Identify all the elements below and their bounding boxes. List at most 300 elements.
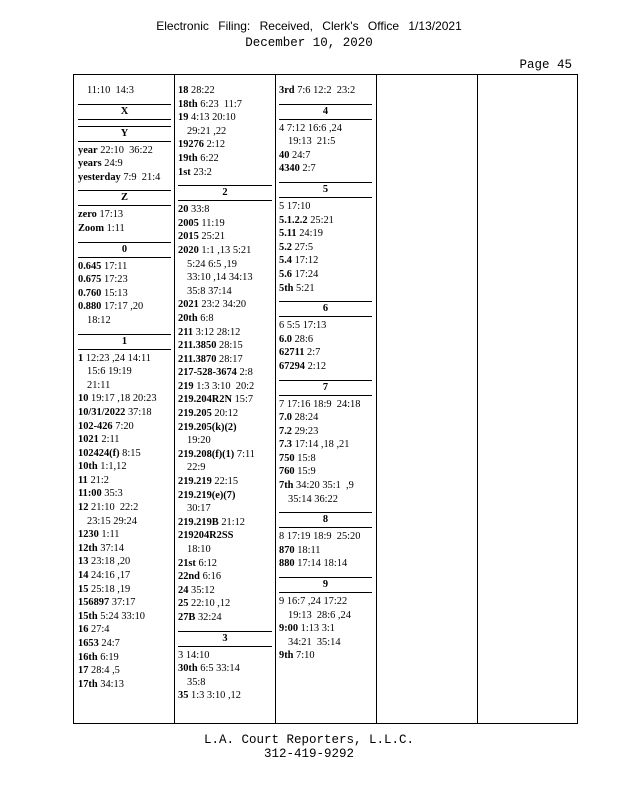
index-entry [78, 474, 171, 488]
page-line-refs: 24:19 [299, 228, 323, 240]
page-line-refs: 14:10 [185, 649, 210, 661]
page-line-refs: 7:9 21:4 [123, 171, 161, 183]
index-entry [78, 460, 171, 474]
page-line-refs: 15:9 [297, 466, 316, 478]
index-entry [279, 649, 372, 663]
section-letter: 7 [279, 380, 372, 396]
page-line-refs: 25:21 [310, 214, 334, 226]
page-line-refs: 21:10 22:2 [91, 502, 139, 514]
index-word: 14 [78, 570, 89, 582]
index-entry [279, 609, 372, 623]
section-letter: 3 [178, 631, 272, 647]
page-line-refs: 24:16 ,17 [91, 570, 131, 582]
page-line-refs: 2:7 [307, 347, 321, 359]
index-entry [78, 542, 171, 556]
page-line-refs: 33:8 [191, 204, 210, 216]
index-word: yesterday [78, 171, 121, 183]
index-entry [178, 543, 272, 557]
page-line-refs: 17:10 [286, 200, 311, 212]
index-word: 5.6 [279, 268, 292, 280]
page-line-refs: 6:23 11:7 [200, 98, 243, 110]
index-word: 219204R2SS [178, 530, 234, 542]
index-entry [178, 271, 272, 285]
index-word: 0.760 [78, 287, 102, 299]
column-divider [376, 74, 377, 724]
index-entry [279, 544, 372, 558]
index-entry [178, 339, 272, 353]
index-word: 2020 [178, 244, 199, 256]
index-entry [78, 392, 171, 406]
index-entry [78, 314, 171, 328]
index-word: year [78, 144, 98, 156]
page-line-refs: 35:14 36:22 [288, 493, 338, 505]
page-line-refs: 37:18 [127, 406, 152, 418]
index-word: 17th [78, 678, 98, 690]
index-word: 219.205 [178, 408, 212, 420]
page-line-refs: 7:6 12:2 23:2 [297, 85, 356, 96]
page-line-refs: 7:11 [236, 448, 255, 460]
index-word: 8 [279, 531, 285, 543]
page-line-refs: 1:3 3:10 ,12 [191, 690, 241, 702]
index-entry [178, 529, 272, 543]
index-word: 10 [78, 393, 89, 405]
index-entry [279, 360, 372, 374]
page-line-refs: 28:17 [219, 353, 243, 365]
index-word: 760 [279, 466, 295, 478]
page-line-refs: 17:14 ,18 ,21 [294, 439, 350, 451]
index-entry [279, 465, 372, 479]
page-line-refs: 17:23 [104, 274, 128, 286]
index-word: 211 [178, 326, 194, 338]
page-line-refs: 29:21 ,22 [187, 125, 227, 137]
index-word: 102-426 [78, 420, 113, 432]
index-word: 16 [78, 624, 89, 636]
index-entry [279, 398, 372, 412]
index-word: 750 [279, 452, 295, 464]
index-word: 4 [279, 122, 285, 134]
page-line-refs: 5:24 33:10 [100, 610, 145, 622]
index-entry [78, 352, 171, 366]
index-word: 35 [178, 690, 189, 702]
index-word: 219.208(f)(1) [178, 448, 235, 460]
page-line-refs: 29:23 [294, 425, 319, 437]
index-entry [78, 208, 171, 222]
index-entry [279, 636, 372, 650]
index-entry [178, 230, 272, 244]
index-word: 6 [279, 320, 285, 332]
index-word: 102424(f) [78, 447, 120, 459]
section-letter: X [78, 104, 171, 120]
index-word: 7 [279, 398, 285, 410]
page-line-refs: 35:12 [191, 584, 215, 596]
index-entry [279, 214, 372, 228]
index-entry [279, 241, 372, 255]
index-word: 20 [178, 204, 189, 216]
index-word: 10/31/2022 [78, 406, 126, 418]
page-line-refs: 22:10 ,12 [191, 598, 231, 610]
index-word: 19 [178, 112, 189, 124]
page-line-refs: 17:19 18:9 25:20 [286, 531, 361, 543]
page-line-refs: 6:12 [198, 557, 217, 569]
index-entry [178, 166, 272, 180]
page-line-refs: 16:7 ,24 17:22 [286, 596, 348, 608]
page-line-refs: 3:12 28:12 [195, 326, 241, 338]
page-line-refs: 28:24 [294, 412, 319, 424]
index-word: zero [78, 209, 97, 221]
index-entry [279, 162, 372, 176]
index-entry [78, 555, 171, 569]
index-word: 1653 [78, 638, 99, 649]
page-line-refs: 23:15 29:24 [87, 515, 137, 527]
index-word: 7.3 [279, 439, 292, 451]
page-line-refs: 6:22 [200, 152, 219, 164]
index-entry [78, 583, 171, 597]
column-divider [275, 74, 276, 724]
index-entry [78, 144, 171, 158]
index-word: Zoom [78, 222, 104, 234]
index-entry [78, 596, 171, 610]
index-entry [178, 516, 272, 530]
index-entry [178, 98, 272, 112]
index-entry [178, 676, 272, 690]
index-entry [279, 149, 372, 163]
index-entry [78, 501, 171, 515]
index-entry [279, 254, 372, 268]
index-word: 0.645 [78, 260, 102, 272]
index-entry [279, 530, 372, 544]
index-word: 1230 [78, 529, 99, 541]
section-letter: 0 [78, 242, 171, 258]
page-line-refs: 35:3 [104, 488, 123, 500]
page-line-refs: 21:11 [87, 379, 111, 391]
index-word: 156897 [78, 597, 110, 609]
index-word: 870 [279, 544, 295, 556]
index-word: 40 [279, 149, 290, 161]
index-entry [78, 287, 171, 301]
reporter-name: L.A. Court Reporters, L.L.C. [203, 733, 415, 747]
page-line-refs: 23:18 ,20 [91, 556, 131, 568]
index-entry [78, 623, 171, 637]
page-line-refs: 18:11 [297, 544, 321, 556]
page-line-refs: 24:7 [292, 149, 311, 161]
page-line-refs: 21:12 [221, 516, 245, 528]
section-letter: 1 [78, 334, 171, 350]
index-word: 7.0 [279, 412, 292, 424]
page-line-refs: 17:13 [99, 209, 124, 221]
section-letter: 8 [279, 512, 372, 528]
index-entry [178, 298, 272, 312]
index-entry [78, 365, 171, 379]
index-entry [178, 353, 272, 367]
index-entry [279, 227, 372, 241]
page-line-refs: 2:8 [239, 367, 253, 379]
page-line-refs: 33:10 ,14 34:13 [187, 272, 253, 284]
index-word: 219.204R2N [178, 394, 232, 406]
page-line-refs: 28:6 [294, 333, 314, 345]
index-entry [279, 452, 372, 466]
index-entry [78, 420, 171, 434]
index-entry [78, 569, 171, 583]
index-word: 25 [178, 598, 189, 610]
page-line-refs: 35:8 37:14 [187, 285, 232, 297]
index-entry [279, 200, 372, 214]
index-entry [78, 84, 171, 98]
index-entry [279, 122, 372, 136]
index-word: 15th [78, 610, 98, 622]
index-entry [279, 425, 372, 439]
index-word: 12 [78, 502, 89, 514]
index-word: 11 [78, 474, 88, 486]
page-line-refs: 12:23 ,24 14:11 [85, 352, 151, 364]
index-entry [178, 475, 272, 489]
index-word: 5.4 [279, 255, 292, 267]
section-letter: 9 [279, 577, 372, 593]
index-entry [78, 273, 171, 287]
index-word: 16th [78, 651, 98, 663]
page-line-refs: 7:20 [115, 420, 134, 432]
page-line-refs: 25:18 ,19 [91, 583, 131, 595]
index-entry [78, 637, 171, 651]
index-entry [178, 421, 272, 435]
page-line-refs: 2:7 [302, 163, 316, 175]
page-line-refs: 1:11 [101, 529, 120, 541]
page-number: Page 45 [519, 58, 572, 72]
index-entry [78, 157, 171, 171]
page-line-refs: 20:12 [214, 408, 239, 420]
page-line-refs: 2:12 [206, 139, 226, 151]
page-line-refs: 19:13 21:5 [288, 136, 336, 148]
index-word: 18 [178, 85, 189, 96]
index-entry [178, 152, 272, 166]
index-word: 0.675 [78, 274, 102, 286]
index-entry [78, 222, 171, 236]
index-word: 3rd [279, 85, 295, 96]
index-entry [279, 282, 372, 296]
index-word: 20th [178, 312, 198, 324]
index-entry [78, 664, 171, 678]
index-entry [78, 300, 171, 314]
index-word: 5th [279, 282, 294, 294]
index-word: 219.219B [178, 516, 219, 528]
page-line-refs: 27:4 [91, 624, 110, 636]
index-entry [178, 584, 272, 598]
page-line-refs: 6:8 [200, 312, 214, 324]
index-word: 5.1.2.2 [279, 214, 308, 226]
index-entry [178, 662, 272, 676]
page-line-refs: 15:8 [297, 452, 316, 464]
index-word: 5 [279, 200, 285, 212]
index-entry [178, 244, 272, 258]
index-entry [178, 380, 272, 394]
index-word: 11:00 [78, 488, 102, 500]
page-line-refs: 11:10 14:3 [87, 85, 134, 96]
section-letter: 5 [279, 182, 372, 198]
page-line-refs: 11:19 [201, 217, 225, 229]
index-entry [78, 447, 171, 461]
page-line-refs: 34:20 35:1 ,9 [296, 480, 354, 492]
index-entry [178, 597, 272, 611]
index-entry [178, 203, 272, 217]
index-column-1 [78, 84, 171, 691]
page-line-refs: 21:2 [90, 474, 109, 486]
index-entry [178, 489, 272, 503]
index-entry [178, 448, 272, 462]
page-line-refs: 6:5 33:14 [200, 663, 240, 675]
page-line-refs: 32:24 [197, 611, 222, 623]
index-entry [178, 649, 272, 663]
index-entry [78, 515, 171, 529]
index-entry [78, 379, 171, 393]
index-entry [279, 135, 372, 149]
index-entry [279, 622, 372, 636]
hearing-date: December 10, 2020 [245, 36, 373, 50]
index-word: 9th [279, 650, 294, 662]
index-entry [78, 406, 171, 420]
index-word: 5.11 [279, 228, 297, 240]
index-word: 21st [178, 557, 196, 569]
index-entry [178, 84, 272, 98]
index-word: 7.2 [279, 425, 292, 437]
page-line-refs: 37:17 [111, 597, 136, 609]
page-line-refs: 27:5 [294, 241, 314, 253]
index-word: 0.880 [78, 301, 102, 313]
page-line-refs: 1:1 ,13 5:21 [201, 244, 252, 256]
index-entry [178, 138, 272, 152]
page-line-refs: 19:20 [187, 435, 211, 447]
index-word: 12th [78, 542, 98, 554]
index-word: 219 [178, 380, 194, 392]
index-word: 9:00 [279, 623, 299, 635]
index-entry [178, 285, 272, 299]
page-line-refs: 7:12 16:6 ,24 [286, 122, 342, 134]
index-entry [178, 570, 272, 584]
index-word: 2015 [178, 231, 199, 243]
index-entry [78, 433, 171, 447]
index-entry [78, 260, 171, 274]
page-line-refs: 19:13 28:6 ,24 [288, 609, 351, 621]
index-word: 27B [178, 611, 196, 623]
index-word: 219.219 [178, 476, 212, 488]
page-line-refs: 1:13 3:1 [300, 623, 336, 635]
index-entry [279, 268, 372, 282]
page-line-refs: 22:15 [214, 476, 239, 488]
page-line-refs: 2:11 [101, 434, 120, 446]
index-word: 5.2 [279, 241, 292, 253]
page-line-refs: 5:24 6:5 ,19 [187, 258, 237, 270]
page-line-refs: 17:17 ,20 [104, 301, 144, 313]
index-word: 30th [178, 663, 198, 675]
page-line-refs: 18:10 [187, 544, 211, 555]
page-line-refs: 1:3 3:10 20:2 [196, 380, 255, 392]
section-letter: Z [78, 190, 171, 206]
index-entry [279, 333, 372, 347]
index-word: 19276 [178, 139, 204, 151]
page-line-refs: 15:6 19:19 [87, 366, 132, 378]
index-word: 1st [178, 166, 191, 178]
index-word: 2021 [178, 299, 199, 311]
page-line-refs: 17:11 [104, 260, 128, 272]
index-word: 7th [279, 480, 294, 492]
page-line-refs: 6:19 [100, 651, 119, 663]
page-line-refs: 22:9 [187, 462, 206, 474]
index-word: 62711 [279, 347, 305, 359]
index-word: 67294 [279, 360, 305, 372]
index-entry [279, 438, 372, 452]
index-word: years [78, 158, 102, 170]
index-word: 1 [78, 352, 84, 364]
page-line-refs: 8:15 [122, 447, 141, 459]
index-word: 211.3850 [178, 340, 217, 352]
page-line-refs: 23:2 34:20 [201, 299, 247, 311]
column-divider [174, 74, 175, 724]
section-letter: 6 [279, 301, 372, 317]
page-line-refs: 22:10 36:22 [100, 144, 153, 156]
index-entry [279, 493, 372, 507]
page-line-refs: 1:1,12 [100, 461, 127, 473]
index-word: 4340 [279, 163, 300, 175]
index-column-3 [279, 84, 372, 663]
index-entry [279, 557, 372, 571]
index-word: 18th [178, 98, 198, 110]
index-entry [178, 326, 272, 340]
page-line-refs: 17:14 18:14 [297, 558, 348, 570]
page-line-refs: 18:12 [87, 314, 111, 326]
index-word: 1021 [78, 434, 99, 446]
index-word: 22nd [178, 571, 200, 583]
reporter-phone: 312-419-9292 [263, 747, 354, 761]
index-entry [279, 411, 372, 425]
page-line-refs: 4:13 20:10 [191, 112, 236, 124]
section-letter: 4 [279, 104, 372, 120]
page-line-refs: 7:10 [296, 650, 315, 662]
index-word: 13 [78, 556, 89, 568]
page-line-refs: 28:15 [219, 340, 243, 352]
page-line-refs: 25:21 [201, 231, 226, 243]
index-word: 219.205(k)(2) [178, 421, 237, 433]
page-line-refs: 5:21 [296, 282, 315, 294]
page-line-refs: 15:7 [234, 394, 254, 406]
index-word: 24 [178, 584, 189, 596]
page-line-refs: 24:9 [104, 158, 123, 170]
index-word: 217-528-3674 [178, 367, 237, 379]
page-line-refs: 1:11 [106, 222, 125, 234]
page-line-refs: 34:21 35:14 [288, 636, 341, 648]
section-letter: Y [78, 126, 171, 142]
page-line-refs: 2:12 [307, 360, 327, 372]
page-line-refs: 23:2 [193, 166, 212, 178]
page-line-refs: 19:17 ,18 20:23 [91, 393, 157, 405]
index-entry [178, 312, 272, 326]
index-word: 19th [178, 152, 198, 164]
page-line-refs: 34:13 [100, 678, 124, 690]
page-line-refs: 17:16 18:9 24:18 [286, 398, 361, 410]
index-entry [279, 595, 372, 609]
page-line-refs: 30:17 [187, 503, 211, 515]
index-word: 880 [279, 558, 295, 570]
index-entry [78, 651, 171, 665]
page-line-refs: 28:22 [191, 85, 215, 96]
filing-stamp: Electronic Filing: Received, Clerk's Office 1/13/2021 [156, 19, 462, 33]
index-entry [178, 366, 272, 380]
page-line-refs: 6:16 [202, 571, 222, 583]
index-entry [78, 487, 171, 501]
index-entry [78, 610, 171, 624]
index-word: 15 [78, 583, 89, 595]
index-entry [78, 528, 171, 542]
page-line-refs: 17:12 [294, 255, 319, 267]
index-entry [178, 407, 272, 421]
index-entry [279, 84, 372, 98]
